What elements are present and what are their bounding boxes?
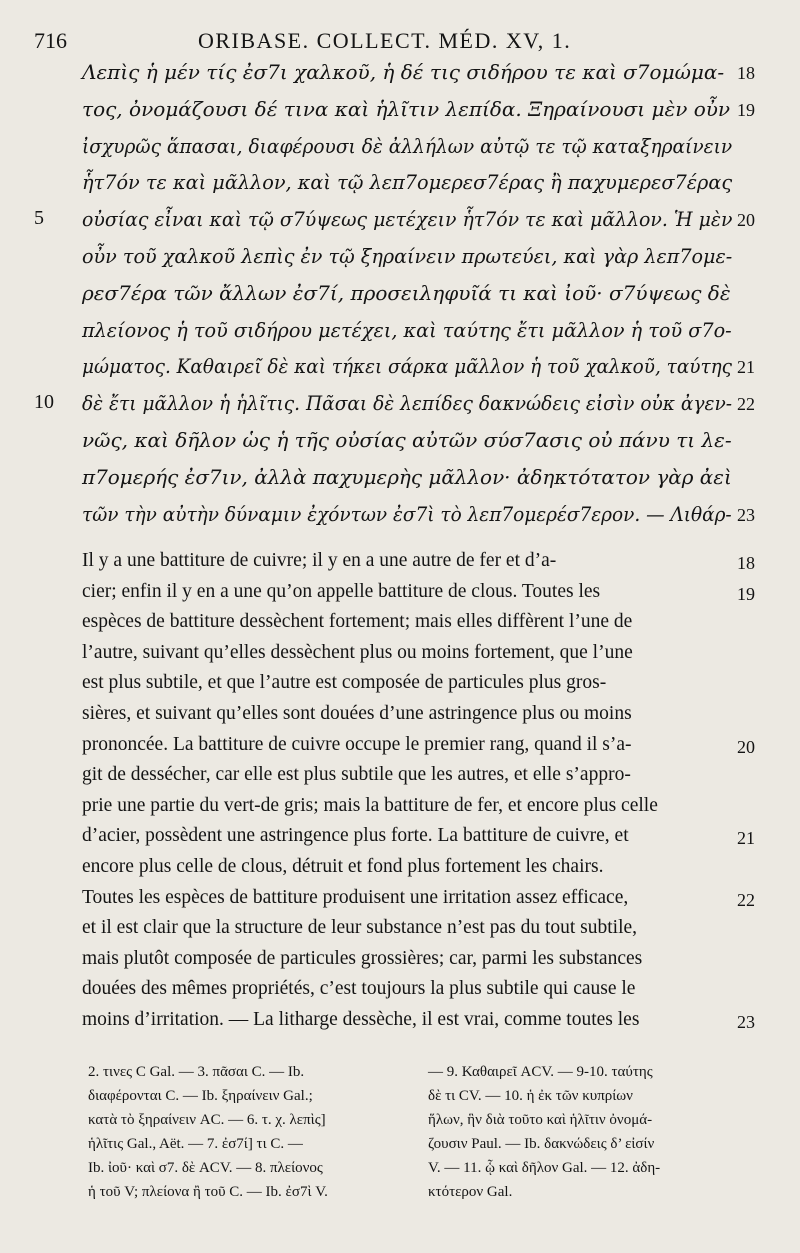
text-line: prononcée. La battiture de cuivre occupe le premier rang, quand il s’a- xyxy=(82,733,632,755)
line-number-right: 20 xyxy=(737,736,755,757)
footnote-line: Ib. ἰοῦ· καὶ σ7. δὲ ACV. — 8. πλείονος xyxy=(88,1160,323,1176)
footnote-line: V. — 11. ᾧ καὶ δῆλον Gal. — 12. ἀδη- xyxy=(428,1160,661,1176)
footnote-line: ἡλῖτις Gal., Aët. — 7. ἐσ7ί] τι C. — xyxy=(88,1136,303,1152)
text-line: espèces de battiture dessèchent fortement; mais elles diffèrent l’une de xyxy=(82,611,633,633)
text-line: git de dessécher, car elle est plus subtile que les autres, et elle s’appro- xyxy=(82,764,631,786)
running-title: ORIBASE. COLLECT. MÉD. XV, 1. xyxy=(198,28,572,53)
footnote-line: ζουσιν Paul. — Ib. δακνώδεις δ’ εἰσίν xyxy=(428,1136,655,1152)
text-line: π7ομερής ἐσ7ιν, ἀλλὰ παχυμερὴς μᾶλλον· ἀδηκτότατον γὰρ ἀεὶ xyxy=(82,464,732,489)
text-line: πλείονος ἡ τοῦ σιδήρου μετέχει, καὶ ταύτης ἔτι μᾶλλον ἡ τοῦ σ7ο- xyxy=(82,317,732,342)
text-line: moins d’irritation. — La litharge dessèche, il est vrai, comme toutes les xyxy=(82,1009,640,1030)
text-line: τῶν τὴν αὐτὴν δύναμιν ἐχόντων ἐσ7ὶ τὸ λεπ7ομερέσ7ερον. — Λιθάρ- xyxy=(82,501,732,526)
page-number: 716 xyxy=(34,28,67,53)
footnote-line: 2. τινες C Gal. — 3. πᾶσαι C. — Ib. xyxy=(88,1064,305,1080)
text-line: Toutes les espèces de battiture produisent une irritation assez efficace, xyxy=(82,886,629,908)
text-line: Il y a une battiture de cuivre; il y en a une autre de fer et d’a- xyxy=(82,550,557,571)
footnote-line: ἡ τοῦ V; πλείονα ἢ τοῦ C. — Ib. ἐσ7ὶ V. xyxy=(88,1184,328,1200)
text-line: οὖν τοῦ χαλκοῦ λεπὶς ἐν τῷ ξηραίνειν πρωτεύει, καὶ γὰρ λεπ7ομε- xyxy=(82,244,733,268)
line-number-right: 23 xyxy=(737,504,755,525)
line-number-right: 21 xyxy=(737,828,755,849)
text-line: τος, ὀνομάζουσι δέ τινα καὶ ἡλῖτιν λεπίδα. Ξηραίνουσι μὲν οὖν xyxy=(82,96,731,121)
line-number-right: 21 xyxy=(737,357,755,378)
footnote-line: ἥλων, ἣν διὰ τοῦτο καὶ ἡλῖτιν ὀνομά- xyxy=(428,1112,653,1128)
line-number-right: 19 xyxy=(737,583,755,604)
text-line: douées des mêmes propriétés, c’est toujours la plus subtile qui cause le xyxy=(82,978,636,1000)
footnote-line: διαφέρονται C. — Ib. ξηραίνειν Gal.; xyxy=(88,1088,313,1104)
line-number-right: 18 xyxy=(737,63,755,83)
line-number-right: 18 xyxy=(737,553,755,573)
line-number-right: 22 xyxy=(737,889,755,910)
text-line: νῶς, καὶ δῆλον ὡς ἡ τῆς οὐσίας αὐτῶν σύσ7ασις οὐ πάνυ τι λε- xyxy=(82,428,732,452)
text-line: Λεπὶς ἡ μέν τίς ἐσ7ι χαλκοῦ, ἡ δέ τις σιδήρου τε καὶ σ7ομώμα- xyxy=(82,60,725,84)
footnote-line: κτότερον Gal. xyxy=(428,1184,513,1200)
footnote-line: δὲ τι CV. — 10. ἡ ἐκ τῶν κυπρίων xyxy=(428,1088,633,1104)
text-line: encore plus celle de clous, détruit et fond plus fortement les chairs. xyxy=(82,856,604,877)
footnote-line: κατὰ τὸ ξηραίνειν AC. — 6. τ. χ. λεπὶς] xyxy=(88,1112,326,1128)
text-line: ρεσ7έρα τῶν ἄλλων ἐσ7ί, προσειληφυῖά τι καὶ ἰοῦ· σ7ύψεως δὲ xyxy=(82,280,731,305)
text-line: ἧτ7όν τε καὶ μᾶλλον, καὶ τῷ λεπ7ομερεσ7έρας ἢ παχυμερεσ7έρας xyxy=(82,170,733,195)
page-header xyxy=(34,28,724,58)
text-line: est plus subtile, et que l’autre est composée de particules plus gros- xyxy=(82,672,607,694)
text-line: mais plutôt composée de particules grossières; car, parmi les substances xyxy=(82,947,643,969)
text-line: prie une partie du vert-de gris; mais la battiture de fer, et encore plus celle xyxy=(82,794,658,816)
text-line: et il est clair que la structure de leur substance n’est pas du tout subtile, xyxy=(82,917,638,939)
text-line: l’autre, suivant qu’elles dessèchent plus ou moins fortement, que l’une xyxy=(82,641,633,663)
line-number-left: 5 xyxy=(34,207,44,230)
footnote-line: — 9. Καθαιρεῖ ACV. — 9-10. ταύτης xyxy=(428,1064,653,1080)
text-line: οὐσίας εἶναι καὶ τῷ σ7ύψεως μετέχειν ἧτ7όν τε καὶ μᾶλλον. Ἡ μὲν xyxy=(82,207,733,232)
line-number-right: 22 xyxy=(737,394,755,415)
text-line: μώματος. Καθαιρεῖ δὲ καὶ τήκει σάρκα μᾶλλον ἡ τοῦ χαλκοῦ, ταύτης xyxy=(82,354,732,379)
line-number-right: 19 xyxy=(737,99,755,120)
text-line: δὲ ἔτι μᾶλλον ἡ ἡλῖτις. Πᾶσαι δὲ λεπίδες δακνώδεις εἰσὶν οὐκ ἀγεν- xyxy=(82,391,733,416)
line-number-right: 23 xyxy=(737,1012,755,1032)
text-line: cier; enfin il y en a une qu’on appelle battiture de clous. Toutes les xyxy=(82,580,601,602)
line-number-left: 10 xyxy=(34,391,54,414)
text-line: sières, et suivant qu’elles sont douées d’une astringence plus ou moins xyxy=(82,703,632,724)
text-line: ἰσχυρῶς ἅπασαι, διαφέρουσι δὲ ἀλλήλων αὐτῷ τε τῷ καταξηραίνειν xyxy=(82,133,733,158)
line-number-right: 20 xyxy=(737,210,755,231)
text-line: d’acier, possèdent une astringence plus forte. La battiture de cuivre, et xyxy=(82,825,629,847)
